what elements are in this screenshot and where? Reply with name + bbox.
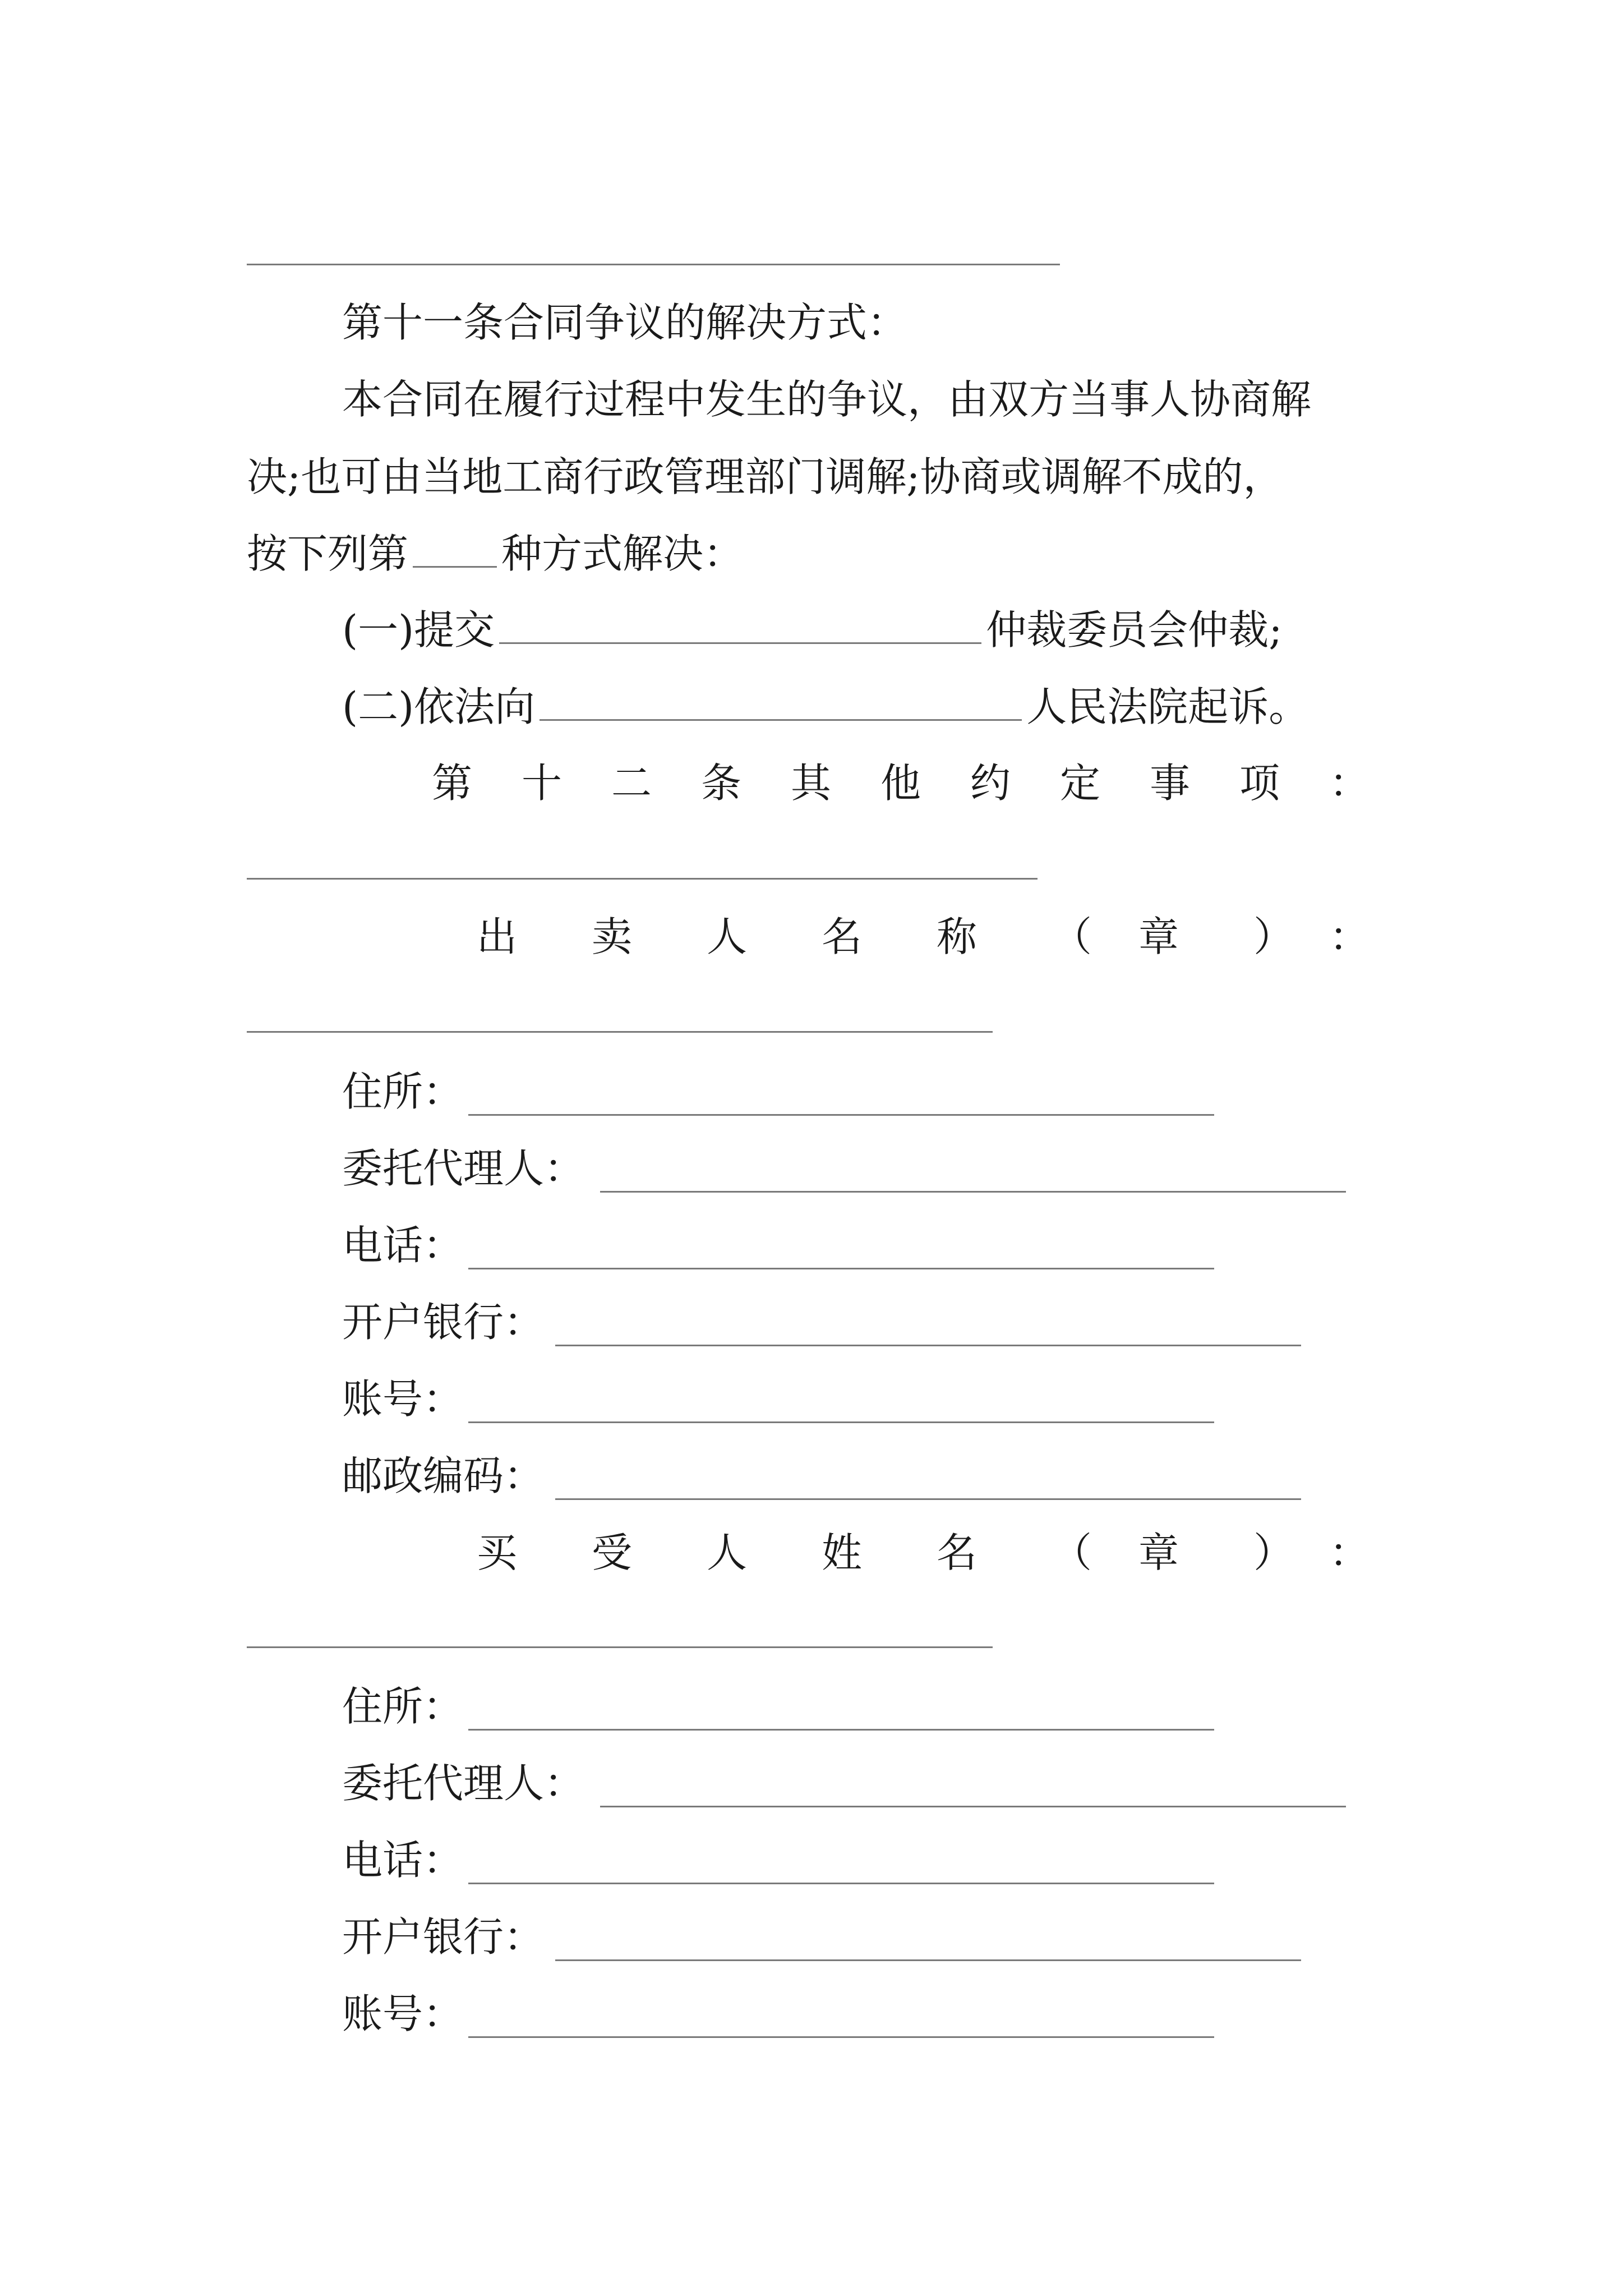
top-blank-line: [247, 264, 1060, 265]
buyer-phone-blank[interactable]: [468, 1881, 1214, 1884]
buyer-address-field: 住所：: [342, 1678, 463, 1734]
arbitration-committee-blank[interactable]: [499, 641, 981, 644]
seller-agent-blank[interactable]: [600, 1190, 1346, 1193]
article-11-heading-text: 第十一条合同争议的解决方式：: [342, 299, 908, 346]
seller-phone-blank[interactable]: [468, 1267, 1214, 1269]
article-11-heading: [342, 295, 907, 351]
court-name-blank[interactable]: [540, 718, 1022, 721]
seller-account-field: 账号：: [342, 1371, 463, 1427]
buyer-account-field: 账号：: [342, 1986, 463, 2042]
buyer-name-heading: 买 受 人 姓 名 （ 章 ） ：: [477, 1529, 1370, 1576]
buyer-agent-field: 委托代理人：: [342, 1755, 584, 1811]
article-11-para-line-3: 按下列第 种方式解决：: [247, 530, 744, 577]
seller-name-heading: 出 卖 人 名 称 （ 章 ） ：: [477, 913, 1370, 960]
buyer-agent-blank[interactable]: [600, 1805, 1346, 1807]
seller-bank-field: 开户银行：: [342, 1294, 544, 1350]
seller-address-field: 住所：: [342, 1064, 463, 1120]
option-arbitration: (一)提交 仲裁委员会仲裁;: [342, 606, 1283, 654]
article-12-heading: 第 十 二 条 其 他 约 定 事 项 ：: [432, 760, 1370, 807]
buyer-phone-field: 电话：: [342, 1832, 463, 1888]
buyer-bank-blank[interactable]: [555, 1958, 1301, 1961]
seller-account-blank[interactable]: [468, 1420, 1214, 1423]
option-court: (二)依法向 人民法院起诉。: [342, 683, 1310, 730]
article-11-para-line-1: 本合同在履行过程中发生的争议，由双方当事人协商解: [342, 376, 1312, 423]
buyer-bank-field: 开户银行：: [342, 1909, 544, 1965]
buyer-address-blank[interactable]: [468, 1728, 1214, 1731]
method-number-blank[interactable]: [413, 565, 497, 568]
seller-postcode-field: 邮政编码：: [342, 1448, 544, 1504]
seller-address-blank[interactable]: [468, 1113, 1214, 1116]
article-12-blank-line[interactable]: [247, 878, 1038, 880]
seller-phone-field: 电话：: [342, 1217, 463, 1273]
buyer-account-blank[interactable]: [468, 2035, 1214, 2038]
seller-postcode-blank[interactable]: [555, 1497, 1301, 1500]
buyer-name-blank-line[interactable]: [247, 1646, 993, 1648]
seller-bank-blank[interactable]: [555, 1343, 1301, 1346]
seller-name-blank-line[interactable]: [247, 1031, 993, 1033]
seller-agent-field: 委托代理人：: [342, 1140, 584, 1197]
article-11-para-line-2: 决;也可由当地工商行政管理部门调解;协商或调解不成的，: [247, 453, 1284, 500]
